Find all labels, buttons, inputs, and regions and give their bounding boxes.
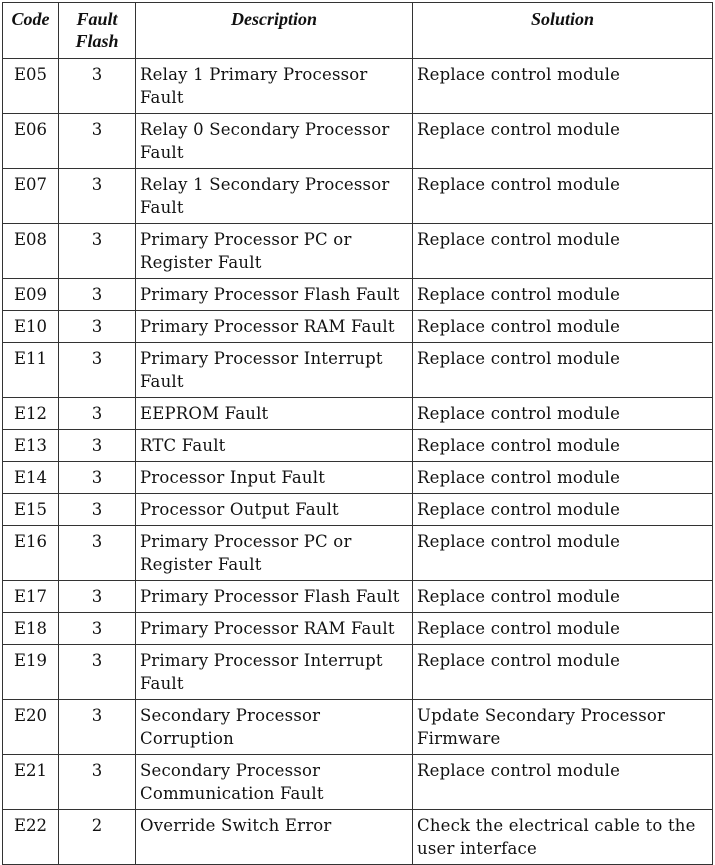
solution-cell: Replace control module — [413, 613, 713, 645]
fault-flash-cell: 3 — [59, 462, 136, 494]
solution-cell: Replace control module — [413, 59, 713, 114]
table-row — [3, 526, 713, 581]
fault-flash-cell: 3 — [59, 581, 136, 613]
description-cell: Secondary Processor Communication Fault — [136, 755, 413, 810]
solution-cell: Replace control module — [413, 462, 713, 494]
code-cell: E09 — [3, 279, 59, 311]
fault-flash-cell: 3 — [59, 430, 136, 462]
code-cell: E15 — [3, 494, 59, 526]
code-cell: E21 — [3, 755, 59, 810]
description-cell: Relay 1 Secondary Processor Fault — [136, 169, 413, 224]
header-row — [3, 3, 713, 59]
solution-cell: Replace control module — [413, 526, 713, 581]
code-cell: E11 — [3, 343, 59, 398]
solution-cell: Replace control module — [413, 169, 713, 224]
table-row — [3, 224, 713, 279]
description-cell: Primary Processor Interrupt Fault — [136, 645, 413, 700]
description-cell: Secondary Processor Corruption — [136, 700, 413, 755]
fault-flash-cell: 3 — [59, 311, 136, 343]
solution-cell: Replace control module — [413, 494, 713, 526]
code-cell: E07 — [3, 169, 59, 224]
description-cell: Primary Processor Interrupt Fault — [136, 343, 413, 398]
solution-column-header: Solution — [413, 3, 713, 59]
table-header — [3, 3, 713, 59]
table-row — [3, 169, 713, 224]
description-cell: Primary Processor RAM Fault — [136, 311, 413, 343]
solution-cell: Replace control module — [413, 430, 713, 462]
description-cell: RTC Fault — [136, 430, 413, 462]
description-cell: Override Switch Error — [136, 810, 413, 865]
fault-flash-cell: 3 — [59, 169, 136, 224]
code-cell: E17 — [3, 581, 59, 613]
table-row — [3, 343, 713, 398]
fault-flash-column-header — [59, 3, 136, 59]
code-cell: E18 — [3, 613, 59, 645]
code-cell: E10 — [3, 311, 59, 343]
description-cell: Primary Processor PC or Register Fault — [136, 526, 413, 581]
solution-cell: Replace control module — [413, 343, 713, 398]
table-row — [3, 645, 713, 700]
table-row — [3, 311, 713, 343]
fault-flash-cell: 2 — [59, 810, 136, 865]
code-cell: E05 — [3, 59, 59, 114]
code-cell: E06 — [3, 114, 59, 169]
description-column-header: Description — [136, 3, 413, 59]
code-cell: E13 — [3, 430, 59, 462]
description-cell: Primary Processor RAM Fault — [136, 613, 413, 645]
fault-flash-cell: 3 — [59, 343, 136, 398]
description-cell: Processor Output Fault — [136, 494, 413, 526]
table-row — [3, 494, 713, 526]
table-row — [3, 462, 713, 494]
description-cell: Processor Input Fault — [136, 462, 413, 494]
solution-cell: Update Secondary Processor Firmware — [413, 700, 713, 755]
description-cell: Relay 1 Primary Processor Fault — [136, 59, 413, 114]
fault-flash-cell: 3 — [59, 645, 136, 700]
fault-flash-cell: 3 — [59, 59, 136, 114]
solution-cell: Replace control module — [413, 581, 713, 613]
description-cell: EEPROM Fault — [136, 398, 413, 430]
fault-flash-cell: 3 — [59, 755, 136, 810]
solution-cell: Replace control module — [413, 645, 713, 700]
code-cell: E12 — [3, 398, 59, 430]
code-cell: E19 — [3, 645, 59, 700]
table-row — [3, 581, 713, 613]
table-row — [3, 114, 713, 169]
fault-flash-header-line1: Fault — [76, 9, 118, 29]
fault-flash-header-line2: Flash — [75, 31, 119, 51]
code-cell: E20 — [3, 700, 59, 755]
table-body — [3, 59, 713, 865]
solution-cell: Replace control module — [413, 398, 713, 430]
solution-cell: Check the electrical cable to the user interface — [413, 810, 713, 865]
table-row — [3, 279, 713, 311]
solution-cell: Replace control module — [413, 311, 713, 343]
solution-cell: Replace control module — [413, 224, 713, 279]
table-row — [3, 810, 713, 865]
description-cell: Relay 0 Secondary Processor Fault — [136, 114, 413, 169]
description-cell: Primary Processor Flash Fault — [136, 279, 413, 311]
table-row — [3, 59, 713, 114]
code-column-header: Code — [3, 3, 59, 59]
fault-flash-cell: 3 — [59, 398, 136, 430]
table-row — [3, 398, 713, 430]
fault-code-table — [2, 2, 713, 865]
description-cell: Primary Processor Flash Fault — [136, 581, 413, 613]
fault-flash-cell: 3 — [59, 613, 136, 645]
fault-flash-cell: 3 — [59, 224, 136, 279]
fault-flash-cell: 3 — [59, 114, 136, 169]
fault-flash-cell: 3 — [59, 279, 136, 311]
solution-cell: Replace control module — [413, 279, 713, 311]
code-cell: E22 — [3, 810, 59, 865]
table-row — [3, 700, 713, 755]
table-row — [3, 755, 713, 810]
solution-cell: Replace control module — [413, 114, 713, 169]
fault-flash-cell: 3 — [59, 700, 136, 755]
code-cell: E14 — [3, 462, 59, 494]
code-cell: E08 — [3, 224, 59, 279]
table-row — [3, 430, 713, 462]
code-cell: E16 — [3, 526, 59, 581]
fault-flash-cell: 3 — [59, 494, 136, 526]
solution-cell: Replace control module — [413, 755, 713, 810]
description-cell: Primary Processor PC or Register Fault — [136, 224, 413, 279]
fault-flash-cell: 3 — [59, 526, 136, 581]
table-row — [3, 613, 713, 645]
